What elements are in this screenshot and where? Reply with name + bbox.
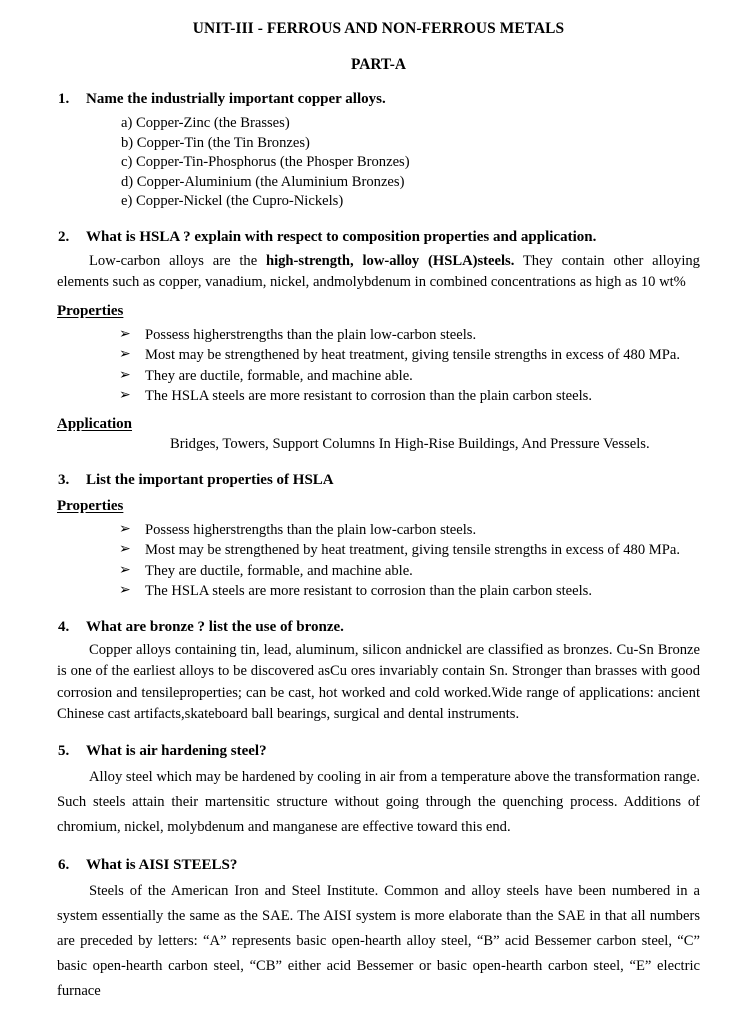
properties-heading-q3: [57, 498, 700, 515]
question-5-text: What is air hardening steel?: [86, 742, 267, 759]
answer-bold-text: high-strength, low-alloy (HSLA)steels.: [265, 252, 515, 269]
question-6: [57, 857, 700, 874]
list-item-label: Most may be strengthened by heat treatment, giving tensile strengths in excess of 480 MPa.: [145, 542, 680, 559]
question-6-number: 6.: [58, 856, 70, 873]
list-item: [57, 581, 700, 602]
arrow-bullet-icon: ➢: [119, 366, 131, 383]
question-5-number: 5.: [58, 742, 70, 759]
question-2: [57, 229, 700, 246]
document-title: UNIT-III - FERROUS AND NON-FERROUS METALS: [192, 20, 565, 37]
properties-heading-label: Properties: [57, 497, 124, 514]
list-item: [57, 540, 700, 561]
question-4-text: What are bronze ? list the use of bronze.: [86, 618, 344, 635]
question-4: [57, 619, 700, 636]
question-2-number: 2.: [58, 228, 70, 245]
arrow-bullet-icon: ➢: [119, 541, 131, 558]
list-item: e) Copper-Nickel (the Cupro-Nickels): [121, 193, 344, 210]
list-item: [57, 386, 700, 407]
question-3-properties-list: [57, 520, 700, 602]
question-2-text: What is HSLA ? explain with respect to composition properties and application.: [86, 228, 597, 245]
list-item-label: The HSLA steels are more resistant to corrosion than the plain carbon steels.: [145, 583, 593, 600]
list-item: d) Copper-Aluminium (the Aluminium Bronzes): [121, 173, 405, 190]
list-item-label: They are ductile, formable, and machine able.: [145, 367, 413, 384]
part-heading: PART-A: [350, 56, 407, 73]
application-heading-label: Application: [57, 415, 133, 432]
question-1: [57, 91, 700, 108]
arrow-bullet-icon: ➢: [119, 387, 131, 404]
question-3-number: 3.: [58, 471, 70, 488]
answer-rest-text: They contain other alloying elements such as copper, vanadium, nickel, andmolybdenum in combined concentrations as high as 10 wt%: [57, 252, 700, 291]
question-2-answer: [57, 251, 700, 294]
list-item-label: The HSLA steels are more resistant to corrosion than the plain carbon steels.: [145, 388, 593, 405]
list-item: b) Copper-Tin (the Tin Bronzes): [121, 134, 310, 151]
list-item: [57, 561, 700, 582]
question-1-number: 1.: [58, 91, 70, 107]
list-item: [57, 325, 700, 346]
question-6-text: What is AISI STEELS?: [86, 856, 238, 873]
arrow-bullet-icon: ➢: [119, 346, 131, 363]
question-5: [57, 743, 700, 760]
arrow-bullet-icon: ➢: [119, 325, 131, 342]
question-1-alpha-list: [57, 114, 700, 212]
question-2-application-text: Bridges, Towers, Support Columns In High-Rise Buildings, And Pressure Vessels.: [170, 435, 650, 452]
properties-heading-label: Properties: [57, 302, 124, 319]
list-item: [57, 520, 700, 541]
arrow-bullet-icon: ➢: [119, 520, 131, 537]
list-item-label: Most may be strengthened by heat treatment, giving tensile strengths in excess of 480 MPa.: [145, 347, 680, 364]
question-1-text: Name the industrially important copper alloys.: [86, 91, 386, 107]
question-3: [57, 472, 700, 489]
question-4-answer: Copper alloys containing tin, lead, aluminum, silicon andnickel are classified as bronzes. Cu-Sn Bronze is one of the earliest alloys to be discovered asCu ores invariably contain Sn. Stronger than brasses with good corrosion and tensileproperties; can be cast, hot worked and cold worked.Wide range of applications: ancient Chinese cast artifacts,skateboard ball bearings, surgical and dental instruments.: [57, 641, 700, 723]
list-item-label: Possess higherstrengths than the plain low-carbon steels.: [145, 521, 477, 538]
list-item: [57, 345, 700, 366]
list-item-label: Possess higherstrengths than the plain low-carbon steels.: [145, 326, 477, 343]
list-item: [57, 366, 700, 387]
question-3-text: List the important properties of HSLA: [86, 471, 334, 488]
arrow-bullet-icon: ➢: [119, 582, 131, 599]
list-item: a) Copper-Zinc (the Brasses): [121, 115, 290, 131]
application-heading-q2: [57, 416, 700, 433]
properties-heading-q2: [57, 303, 700, 320]
question-5-answer: Alloy steel which may be hardened by cooling in air from a temperature above the transformation range. Such steels attain their martensitic structure without going through the quenching process. Additions of chromium, nickel, molybdenum and manganese are effective toward this end.: [57, 768, 700, 835]
list-item: c) Copper-Tin-Phosphorus (the Phosper Bronzes): [121, 154, 410, 171]
question-2-properties-list: [57, 325, 700, 407]
list-item-label: They are ductile, formable, and machine able.: [145, 562, 413, 579]
arrow-bullet-icon: ➢: [119, 561, 131, 578]
question-6-answer: Steels of the American Iron and Steel Institute. Common and alloy steels have been numbered in a system essentially the same as the SAE. The AISI system is more elaborate than the SAE in that all numbers are preceded by letters: “A” represents basic open-hearth alloy steel, “B” acid Bessemer carbon steel, “C” basic open-hearth carbon steel, “CB” either acid Bessemer or basic open-hearth carbon steel, “E” electric furnace: [57, 882, 700, 999]
answer-lead-text: Low-carbon alloys are the: [89, 252, 266, 269]
question-4-number: 4.: [58, 618, 70, 635]
